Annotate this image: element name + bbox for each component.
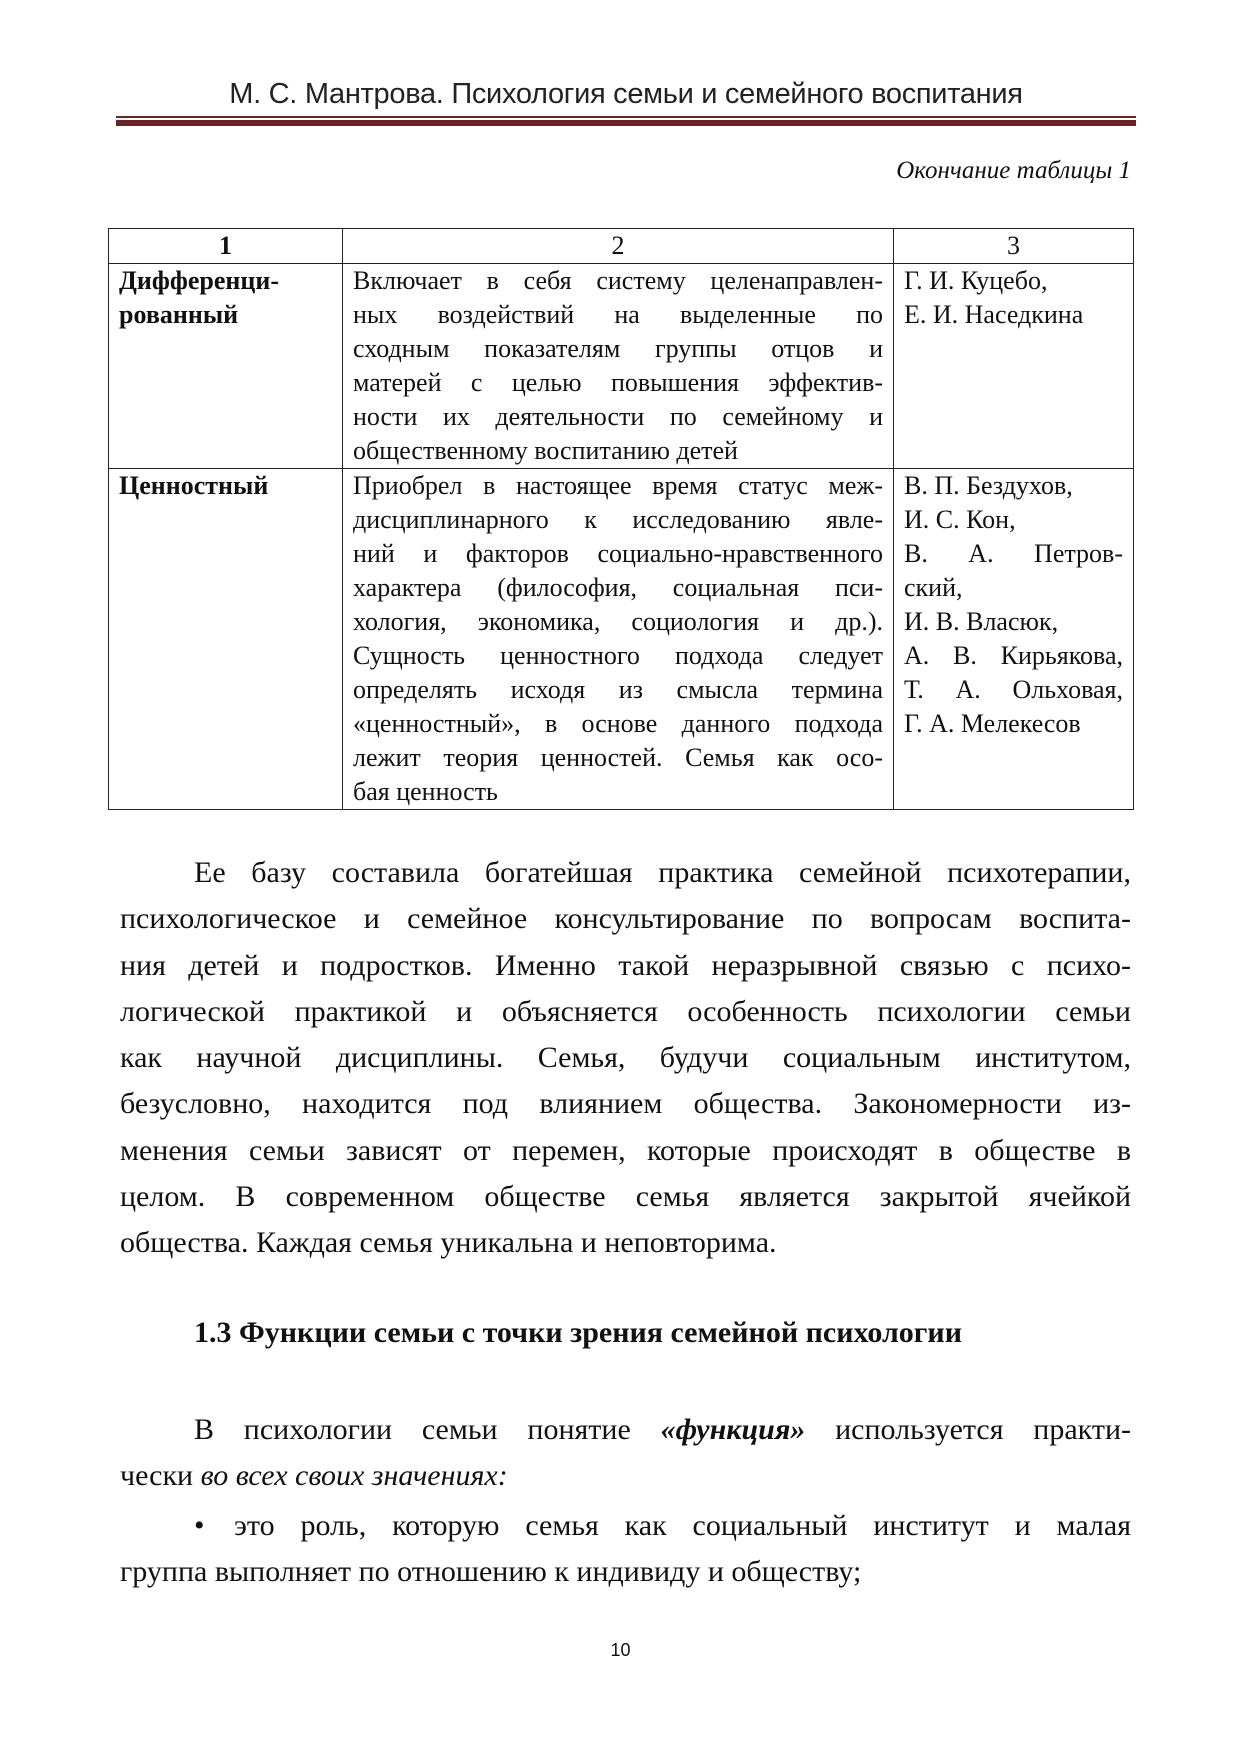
cell-line: В. А. Петров- <box>904 539 1123 568</box>
text-line: общества. Каждая семья уникальна и неповторима. <box>120 1226 777 1260</box>
header-rule-thin <box>116 116 1136 118</box>
cell-line: характера (философия, социальная пси- <box>353 573 883 602</box>
running-header: М. С. Мантрова. Психология семьи и семейного воспитания <box>229 78 1023 110</box>
text-line <box>120 1407 1131 1453</box>
text-line: ния детей и подростков. Именно такой неразрывной связью с психо- <box>120 948 1131 982</box>
authors-cell <box>894 264 1134 469</box>
table-row <box>109 264 1134 469</box>
cell-line: ский, <box>904 573 963 602</box>
cell-line: «ценностный», в основе данного подхода <box>353 709 883 738</box>
cell-line: ности их деятельности по семейному и <box>353 402 883 431</box>
cell-line: Г. А. Мелекесов <box>904 709 1081 738</box>
header-cell: 2 <box>343 229 894 264</box>
header-cell: 1 <box>109 229 343 264</box>
cell-line: Приобрел в настоящее время статус меж- <box>353 471 883 500</box>
text-line: целом. В современном обществе семья является закрытой ячейкой <box>120 1180 1131 1214</box>
cell-line: рованный <box>119 300 239 329</box>
italic-run: во всех своих значениях: <box>200 1459 508 1493</box>
body-paragraph <box>120 1407 1131 1500</box>
text-run: чески <box>120 1459 201 1493</box>
term-emphasis: «функция» <box>660 1413 806 1446</box>
bullet-list <box>120 1503 1131 1596</box>
cell-line: определять исходя из смысла термина <box>353 675 883 704</box>
cell-line: сходным показателям группы отцов и <box>353 334 883 363</box>
text-line: группа выполняет по отношению к индивиду и обществу; <box>120 1555 862 1589</box>
cell-line: бая ценность <box>353 777 498 806</box>
description-cell <box>343 264 894 469</box>
cell-line: ных воздействий на выделенные по <box>353 300 883 329</box>
approaches-table <box>108 228 1134 810</box>
text-line <box>120 1453 1131 1499</box>
bullet-icon: • <box>194 1509 205 1542</box>
cell-line: И. В. Власюк, <box>904 607 1059 636</box>
cell-line: лежит теория ценностей. Семья как осо- <box>353 743 883 772</box>
cell-line: матерей с целью повышения эффектив- <box>353 368 883 397</box>
header-rule-thick <box>116 120 1136 126</box>
approach-name-cell <box>109 469 343 810</box>
text-line: безусловно, находится под влиянием общества. Закономерности из- <box>120 1087 1131 1121</box>
text-line: логической практикой и объясняется особенность психологии семьи <box>120 994 1131 1028</box>
text-line: менения семьи зависят от перемен, которые происходят в обществе в <box>120 1133 1131 1167</box>
list-item <box>120 1503 1131 1549</box>
cell-line: И. С. Кон, <box>904 505 1016 534</box>
cell-line: дисциплинарного к исследованию явле- <box>353 505 883 534</box>
cell-line: В. П. Бездухов, <box>904 471 1073 500</box>
cell-line: Сущность ценностного подхода следует <box>353 641 883 670</box>
text-run: это роль, которую семья как социальный институт и малая <box>234 1509 1131 1542</box>
cell-line: общественному воспитанию детей <box>353 436 738 465</box>
text-line: психологическое и семейное консультирование по вопросам воспита- <box>120 902 1131 936</box>
cell-line: хология, экономика, социология и др.). <box>353 607 883 636</box>
header-cell: 3 <box>894 229 1134 264</box>
cell-line: А. В. Кирьякова, <box>904 641 1123 670</box>
authors-cell <box>894 469 1134 810</box>
table-caption: Окончание таблицы 1 <box>896 157 1131 184</box>
cell-line: Т. А. Ольховая, <box>904 675 1123 704</box>
cell-line: Ценностный <box>119 471 269 500</box>
page-number: 10 <box>610 1640 631 1660</box>
cell-line: Включает в себя систему целенаправлен- <box>353 266 883 295</box>
approach-name-cell <box>109 264 343 469</box>
text-line: как научной дисциплины. Семья, будучи социальным институтом, <box>120 1041 1131 1075</box>
body-paragraph <box>120 850 1131 1267</box>
cell-line: Е. И. Наседкина <box>904 300 1084 329</box>
cell-line: Дифференци- <box>119 266 279 295</box>
description-cell <box>343 469 894 810</box>
cell-line: Г. И. Куцебо, <box>904 266 1048 295</box>
text-run: используется практи- <box>805 1413 1131 1446</box>
cell-line: ний и факторов социально-нравственного <box>353 539 883 568</box>
text-run: В психологии семьи понятие <box>194 1413 661 1446</box>
table-row <box>109 469 1134 810</box>
section-heading: 1.3 Функции семьи с точки зрения семейной психологии <box>194 1316 962 1349</box>
text-line: Ее базу составила богатейшая практика семейной психотерапии, <box>194 856 1131 889</box>
table-header-row <box>109 229 1134 264</box>
